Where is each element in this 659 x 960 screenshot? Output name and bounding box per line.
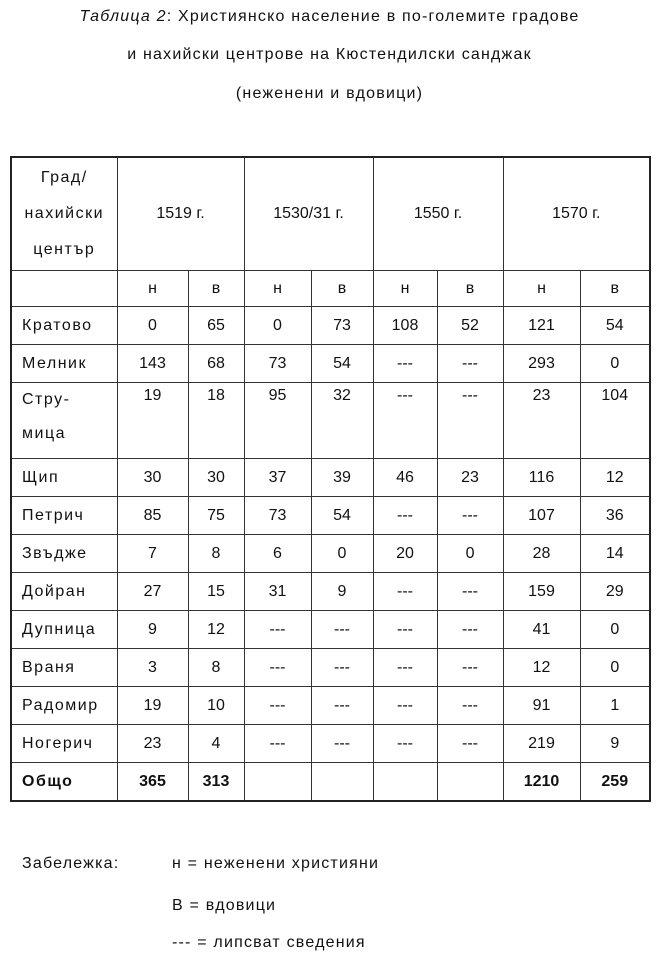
table-title-line-2: и нахийски центрове на Кюстендилски санджак (127, 46, 532, 63)
value-cell: --- (437, 611, 503, 649)
value-cell: 29 (580, 573, 650, 611)
value-cell: --- (437, 725, 503, 763)
note-item: --- = липсват сведения (172, 934, 366, 951)
table-row (11, 383, 650, 459)
city-header-line: Град/ (40, 169, 88, 186)
value-cell: 23 (503, 383, 580, 459)
value-cell: --- (437, 687, 503, 725)
value-cell: 14 (580, 535, 650, 573)
value-cell: 85 (117, 497, 188, 535)
value-cell: 91 (503, 687, 580, 725)
sub-header-cell: в (311, 271, 373, 307)
value-cell: --- (437, 345, 503, 383)
total-row (11, 763, 650, 802)
value-cell: 23 (437, 459, 503, 497)
value-cell: 39 (311, 459, 373, 497)
value-cell: 219 (503, 725, 580, 763)
year-header: 1550 г. (373, 157, 503, 271)
city-name-line: мица (22, 425, 66, 442)
value-cell: 54 (580, 307, 650, 345)
city-cell (11, 383, 117, 459)
city-cell: Дойран (11, 573, 117, 611)
value-cell: 8 (188, 649, 244, 687)
value-cell: 4 (188, 725, 244, 763)
value-cell: 108 (373, 307, 437, 345)
value-cell: 7 (117, 535, 188, 573)
table-row (11, 307, 650, 345)
value-cell: 54 (311, 345, 373, 383)
total-value-cell: 1210 (503, 763, 580, 802)
value-cell: 0 (244, 307, 311, 345)
value-cell: 18 (188, 383, 244, 459)
city-cell: Дупница (11, 611, 117, 649)
value-cell: 8 (188, 535, 244, 573)
value-cell: 121 (503, 307, 580, 345)
value-cell: 52 (437, 307, 503, 345)
value-cell: --- (437, 573, 503, 611)
value-cell: 36 (580, 497, 650, 535)
total-label: Общо (11, 763, 117, 802)
city-cell: Петрич (11, 497, 117, 535)
value-cell: 0 (580, 345, 650, 383)
total-value-cell: 313 (188, 763, 244, 802)
value-cell: 73 (311, 307, 373, 345)
city-cell: Звъдже (11, 535, 117, 573)
sub-header-cell: н (117, 271, 188, 307)
value-cell: 31 (244, 573, 311, 611)
value-cell: 75 (188, 497, 244, 535)
table-label: Таблица 2 (79, 8, 167, 25)
value-cell: 9 (311, 573, 373, 611)
value-cell: --- (373, 611, 437, 649)
value-cell: 27 (117, 573, 188, 611)
value-cell: --- (311, 649, 373, 687)
value-cell: 107 (503, 497, 580, 535)
value-cell: --- (437, 497, 503, 535)
table-row (11, 459, 650, 497)
header-row (11, 157, 650, 271)
value-cell: --- (373, 687, 437, 725)
total-value-cell: 365 (117, 763, 188, 802)
note-item: н = неженени християни (172, 855, 380, 872)
value-cell: 30 (188, 459, 244, 497)
value-cell: 68 (188, 345, 244, 383)
sub-header-cell: н (503, 271, 580, 307)
year-header: 1519 г. (117, 157, 244, 271)
value-cell: 3 (117, 649, 188, 687)
year-header: 1530/31 г. (244, 157, 373, 271)
value-cell: --- (373, 649, 437, 687)
city-cell: Враня (11, 649, 117, 687)
value-cell: --- (373, 345, 437, 383)
value-cell: --- (373, 573, 437, 611)
value-cell: 30 (117, 459, 188, 497)
value-cell: 0 (437, 535, 503, 573)
table-row (11, 687, 650, 725)
value-cell: 32 (311, 383, 373, 459)
notes-label: Забележка: (22, 855, 120, 872)
population-table (10, 156, 651, 802)
value-cell: 65 (188, 307, 244, 345)
table-title-line-1 (0, 8, 659, 26)
value-cell: 10 (188, 687, 244, 725)
value-cell: 73 (244, 345, 311, 383)
value-cell: --- (311, 687, 373, 725)
year-header: 1570 г. (503, 157, 650, 271)
value-cell: 73 (244, 497, 311, 535)
sub-header-cell: н (373, 271, 437, 307)
value-cell: 19 (117, 383, 188, 459)
value-cell: 95 (244, 383, 311, 459)
value-cell: --- (311, 611, 373, 649)
value-cell: 9 (580, 725, 650, 763)
sub-header-cell: н (244, 271, 311, 307)
table-subtitle: (неженени и вдовици) (235, 85, 424, 102)
table-title-text: : Християнско население в по-големите градове (166, 8, 580, 25)
total-value-cell (373, 763, 437, 802)
city-cell: Щип (11, 459, 117, 497)
value-cell: 12 (503, 649, 580, 687)
value-cell: 0 (580, 611, 650, 649)
total-value-cell (437, 763, 503, 802)
value-cell: 12 (188, 611, 244, 649)
value-cell: 20 (373, 535, 437, 573)
value-cell: 0 (311, 535, 373, 573)
city-header-cell (11, 157, 117, 271)
sub-header-cell: в (437, 271, 503, 307)
value-cell: --- (437, 383, 503, 459)
value-cell: 54 (311, 497, 373, 535)
city-cell: Кратово (11, 307, 117, 345)
value-cell: --- (244, 611, 311, 649)
value-cell: --- (373, 497, 437, 535)
table-row (11, 345, 650, 383)
total-value-cell (244, 763, 311, 802)
note-item: В = вдовици (172, 897, 277, 914)
value-cell: --- (373, 383, 437, 459)
city-header-line: нахийски (24, 205, 105, 222)
value-cell: 46 (373, 459, 437, 497)
value-cell: --- (244, 649, 311, 687)
value-cell: 19 (117, 687, 188, 725)
table-row (11, 649, 650, 687)
value-cell: 12 (580, 459, 650, 497)
value-cell: --- (244, 687, 311, 725)
value-cell: 41 (503, 611, 580, 649)
value-cell: --- (437, 649, 503, 687)
value-cell: 0 (117, 307, 188, 345)
table-row (11, 497, 650, 535)
value-cell: --- (244, 725, 311, 763)
value-cell: 116 (503, 459, 580, 497)
city-cell: Мелник (11, 345, 117, 383)
table-row (11, 535, 650, 573)
empty-cell (11, 271, 117, 307)
value-cell: 1 (580, 687, 650, 725)
sub-header-row (11, 271, 650, 307)
city-cell: Ногерич (11, 725, 117, 763)
sub-header-cell: в (580, 271, 650, 307)
value-cell: 104 (580, 383, 650, 459)
value-cell: 9 (117, 611, 188, 649)
value-cell: 6 (244, 535, 311, 573)
city-name-line: Стру- (22, 391, 71, 408)
city-cell: Радомир (11, 687, 117, 725)
value-cell: 15 (188, 573, 244, 611)
city-header-line: център (33, 241, 96, 258)
total-value-cell (311, 763, 373, 802)
total-value-cell: 259 (580, 763, 650, 802)
value-cell: 23 (117, 725, 188, 763)
sub-header-cell: в (188, 271, 244, 307)
table-row (11, 611, 650, 649)
value-cell: 28 (503, 535, 580, 573)
value-cell: 0 (580, 649, 650, 687)
table-row (11, 573, 650, 611)
value-cell: --- (373, 725, 437, 763)
table-row (11, 725, 650, 763)
value-cell: 159 (503, 573, 580, 611)
value-cell: 293 (503, 345, 580, 383)
value-cell: 143 (117, 345, 188, 383)
value-cell: 37 (244, 459, 311, 497)
value-cell: --- (311, 725, 373, 763)
